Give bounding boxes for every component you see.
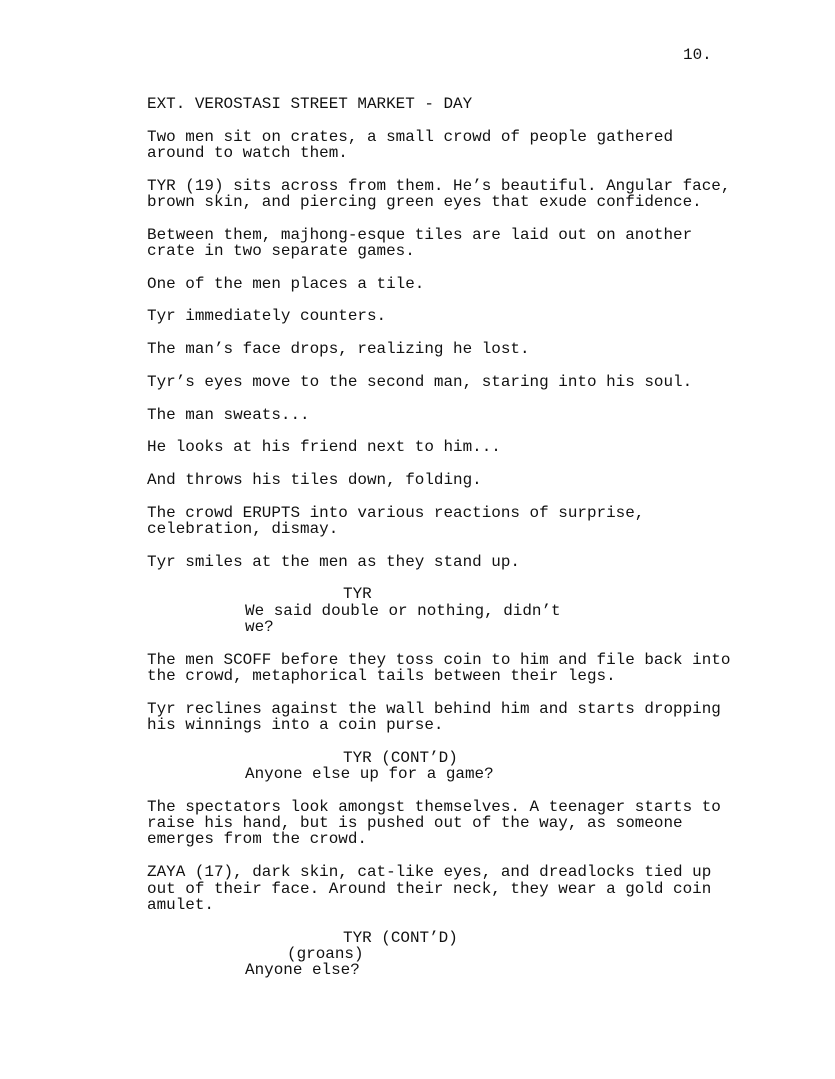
dialogue-line: We said double or nothing, didn’t we? (245, 601, 561, 636)
screenplay-page (147, 96, 787, 995)
action-paragraph: Tyr’s eyes move to the second man, staring into his soul. (147, 372, 693, 391)
action-paragraph: Two men sit on crates, a small crowd of people gathered around to watch them. (147, 127, 674, 163)
action-paragraph: Between them, majhong-esque tiles are laid out on another crate in two separate games. (147, 225, 693, 261)
action-paragraph: He looks at his friend next to him... (147, 438, 501, 457)
character-cue: TYR (CONT’D) (343, 928, 458, 947)
action-paragraph: ZAYA (17), dark skin, cat-like eyes, and dreadlocks tied up out of their face. Around their neck, they wear a gold coin amulet. (147, 863, 712, 914)
action-paragraph: The crowd ERUPTS into various reactions of surprise, celebration, dismay. (147, 503, 645, 538)
action-paragraph: The man’s face drops, realizing he lost. (147, 340, 530, 359)
page-number: 10. (683, 46, 712, 64)
dialogue-block (147, 750, 787, 783)
dialogue-block (147, 586, 787, 635)
action-paragraph: And throws his tiles down, folding. (147, 470, 482, 489)
action-paragraph: The spectators look amongst themselves. A teenager starts to raise his hand, but is pushed out of the way, as someone emerges from the crowd. (147, 797, 721, 849)
character-cue: TYR (CONT’D) (343, 748, 458, 767)
action-paragraph: One of the men places a tile. (147, 274, 425, 293)
action-paragraph: Tyr immediately counters. (147, 307, 387, 326)
dialogue-line: Anyone else? (245, 961, 360, 980)
action-paragraph: Tyr smiles at the men as they stand up. (147, 552, 520, 571)
action-paragraph: TYR (19) sits across from them. He’s beautiful. Angular face, brown skin, and piercing green eyes that exude confidence. (147, 176, 731, 212)
dialogue-line: Anyone else up for a game? (245, 765, 494, 784)
action-paragraph: Tyr reclines against the wall behind him and starts dropping his winnings into a coin purse. (147, 699, 721, 735)
parenthetical: (groans) (287, 944, 364, 963)
scene-heading: EXT. VEROSTASI STREET MARKET - DAY (147, 95, 473, 113)
dialogue-block (147, 930, 787, 979)
character-cue: TYR (343, 585, 372, 604)
action-paragraph: The man sweats... (147, 405, 310, 424)
action-paragraph: The men SCOFF before they toss coin to him and file back into the crowd, metaphorical tails between their legs. (147, 650, 731, 686)
